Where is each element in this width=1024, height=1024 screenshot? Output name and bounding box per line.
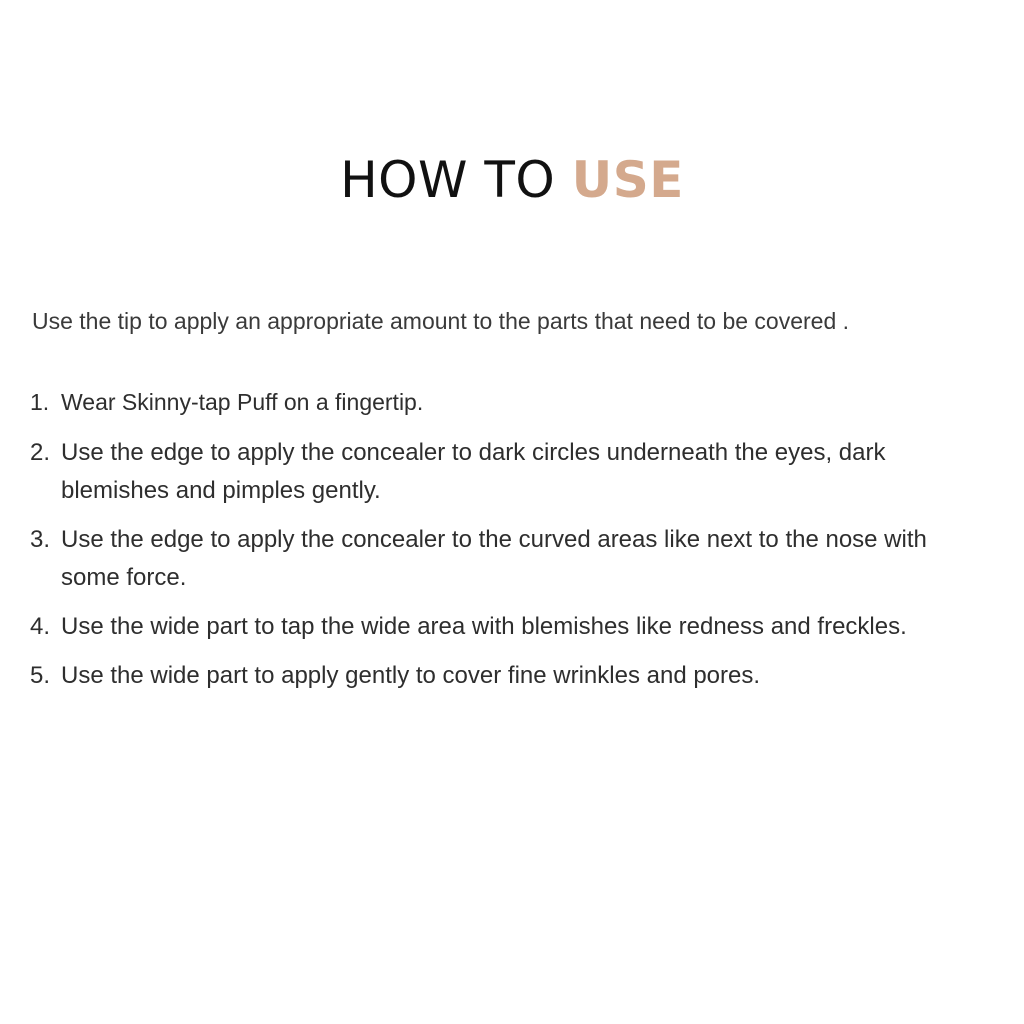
title-part-use: USE (571, 151, 684, 209)
step-text: Use the edge to apply the concealer to the curved areas like next to the nose with some force. (61, 526, 927, 591)
step-text: Use the wide part to apply gently to cover fine wrinkles and pores. (61, 662, 761, 689)
step-item-5 (30, 657, 990, 695)
intro-text: Use the tip to apply an appropriate amount to the parts that need to be covered . (32, 308, 850, 334)
step-item-3 (30, 521, 990, 597)
step-item-4 (30, 608, 990, 646)
step-number: 1. (30, 389, 50, 415)
step-item-1 (30, 386, 990, 418)
title-part-how-to: HOW TO (340, 151, 572, 209)
step-text: Use the edge to apply the concealer to dark circles underneath the eyes, dark blemishes and pimples gently. (61, 439, 886, 504)
step-number: 3. (30, 526, 51, 553)
steps-list (30, 386, 990, 706)
step-number: 2. (30, 439, 51, 466)
step-number: 5. (30, 662, 51, 689)
step-item-2 (30, 434, 990, 510)
step-text: Wear Skinny-tap Puff on a fingertip. (61, 389, 424, 415)
step-number: 4. (30, 613, 51, 640)
page-title (0, 150, 1024, 210)
step-text: Use the wide part to tap the wide area with blemishes like redness and freckles. (61, 613, 907, 640)
